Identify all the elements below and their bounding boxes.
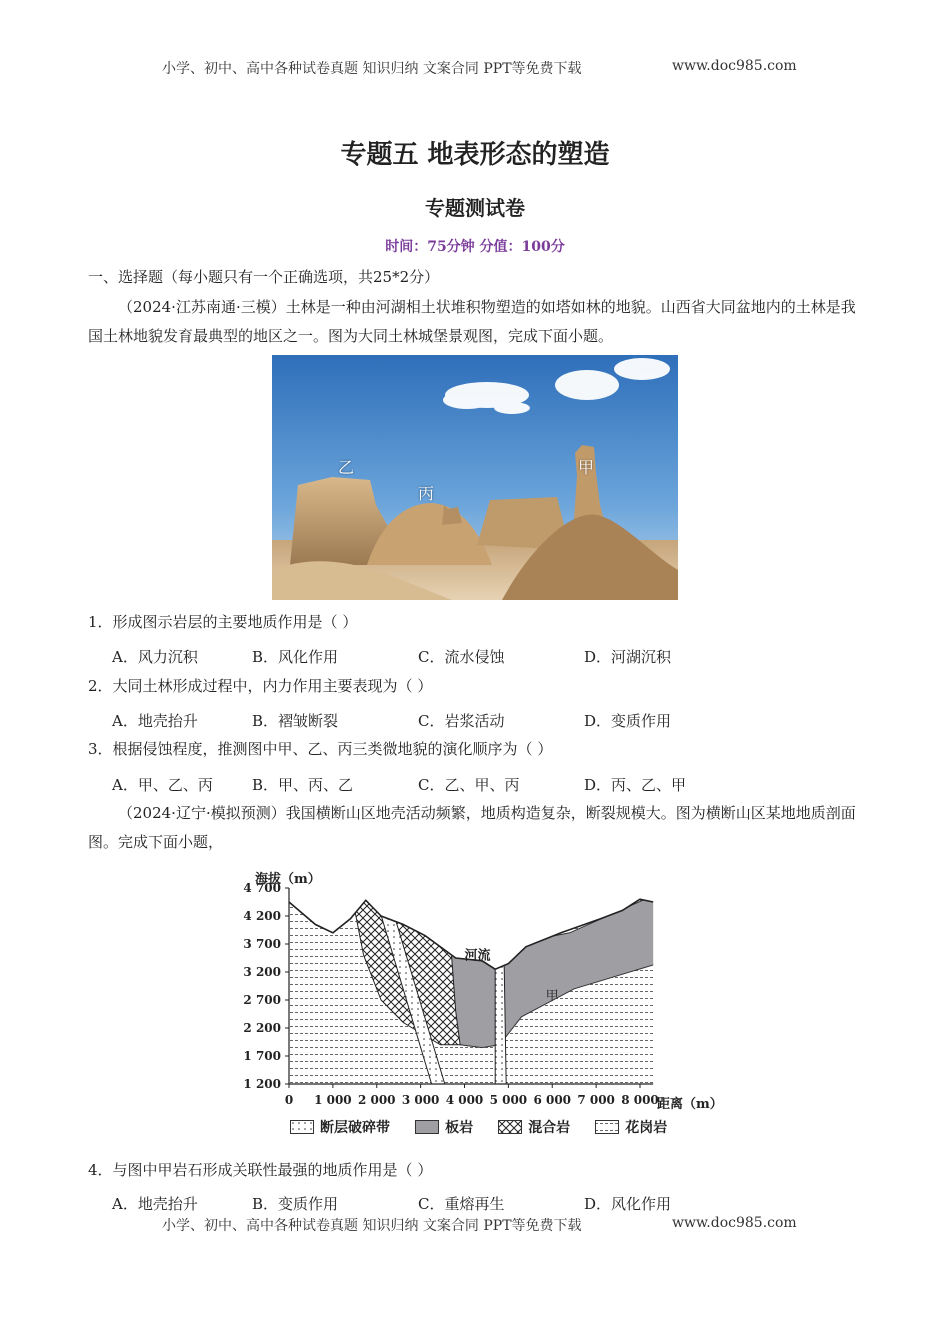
y-axis-title: 海拔（m） (255, 872, 321, 887)
fault-zone-2 (495, 955, 506, 1084)
passage-1: （2024·江苏南通·三模）土林是一种由河湖相土状堆积物塑造的如塔如林的地貌。山西省大同盆地内的土林是我国土林地貌发育最典型的地区之一。图为大同土林城堡景观图，完成下面小题。 (88, 298, 856, 345)
header-banner (162, 58, 582, 78)
footer-banner-url[interactable]: www.doc985.com (672, 1215, 797, 1231)
legend-label-fault: 断层破碎带 (320, 1120, 390, 1136)
photo-label-yi: 乙 (338, 458, 355, 477)
y-tick-label: 4 200 (243, 909, 281, 923)
y-ticks (243, 881, 289, 1091)
x-tick-label: 3 000 (401, 1093, 440, 1107)
q2-option-d[interactable]: D．变质作用 (584, 712, 672, 730)
q1-option-a[interactable]: A．风力沉积 (112, 648, 198, 666)
photo-label-jia: 甲 (578, 458, 595, 477)
page-title: 专题五 地表形态的塑造 (340, 140, 610, 170)
legend-swatch-granite (595, 1120, 619, 1134)
q2-option-a[interactable]: A．地壳抬升 (112, 712, 198, 730)
legend-label-granite: 花岗岩 (625, 1120, 668, 1136)
y-tick-label: 2 200 (243, 1021, 281, 1035)
y-tick-label: 2 700 (243, 993, 281, 1007)
q1-option-b[interactable]: B．风化作用 (252, 648, 339, 666)
q4-option-b[interactable]: B．变质作用 (252, 1195, 339, 1213)
legend-swatch-fault (290, 1120, 314, 1134)
legend-item-migmatite (498, 1117, 570, 1137)
legend-swatch-slate (415, 1120, 439, 1134)
x-tick-label: 0 (284, 1093, 294, 1107)
legend (290, 1117, 687, 1138)
y-tick-label: 4 700 (243, 881, 281, 895)
exam-meta: 时间：75分钟 分值：100分 (385, 239, 565, 255)
x-axis-title: 距离（m） (657, 1097, 723, 1112)
question-2-stem: 2．大同土林形成过程中，内力作用主要表现为（ ） (88, 677, 433, 695)
q4-option-a[interactable]: A．地壳抬升 (112, 1195, 198, 1213)
earth-forest-illustration (272, 355, 678, 600)
x-tick-label: 8 000 (621, 1093, 659, 1107)
x-tick-label: 7 000 (577, 1093, 615, 1107)
y-tick-label: 1 700 (243, 1049, 281, 1063)
photo-label-bing: 丙 (418, 484, 435, 503)
q3-option-a[interactable]: A．甲、乙、丙 (112, 776, 213, 794)
q3-option-c[interactable]: C．乙、甲、丙 (418, 776, 520, 794)
q1-option-d[interactable]: D．河湖沉积 (584, 648, 672, 666)
page-subtitle: 专题测试卷 (425, 196, 525, 220)
q1-option-c[interactable]: C．流水侵蚀 (418, 648, 505, 666)
x-tick-label: 2 000 (357, 1093, 396, 1107)
x-tick-label: 6 000 (533, 1093, 572, 1107)
legend-item-fault (290, 1117, 390, 1137)
legend-label-migmatite: 混合岩 (528, 1120, 571, 1136)
y-tick-label: 1 200 (243, 1077, 281, 1091)
x-tick-label: 4 000 (445, 1093, 484, 1107)
earth-forest-photo (272, 355, 678, 600)
footer-banner-text: 小学、初中、高中各种试卷真题 知识归纳 文案合同 PPT等免费下载 (162, 1218, 582, 1234)
q3-option-b[interactable]: B．甲、丙、乙 (252, 776, 354, 794)
question-4-stem: 4．与图中甲岩石形成关联性最强的地质作用是（ ） (88, 1161, 433, 1179)
rock-jia-label: 甲 (545, 989, 559, 1004)
q2-option-c[interactable]: C．岩浆活动 (418, 712, 505, 730)
section-heading: 一、选择题（每小题只有一个正确选项，共25*2分） (88, 268, 440, 286)
q2-option-b[interactable]: B．褶皱断裂 (252, 712, 339, 730)
footer-banner (162, 1215, 582, 1235)
q4-option-d[interactable]: D．风化作用 (584, 1195, 672, 1213)
question-3-stem: 3．根据侵蚀程度，推测图中甲、乙、丙三类微地貌的演化顺序为（ ） (88, 740, 553, 758)
header-banner-text: 小学、初中、高中各种试卷真题 知识归纳 文案合同 PPT等免费下载 (162, 61, 582, 77)
legend-swatch-migmatite (498, 1120, 522, 1134)
river-label: 河流 (464, 948, 491, 964)
legend-item-granite (595, 1117, 667, 1137)
header-banner-url[interactable]: www.doc985.com (672, 58, 797, 74)
y-tick-label: 3 200 (243, 965, 281, 979)
q3-option-d[interactable]: D．丙、乙、甲 (584, 776, 687, 794)
legend-item-slate (415, 1117, 473, 1137)
cross-section-figure (235, 862, 725, 1152)
rock-layers (289, 878, 658, 1084)
legend-label-slate: 板岩 (445, 1120, 474, 1136)
x-tick-label: 1 000 (314, 1093, 352, 1107)
q4-option-c[interactable]: C．重熔再生 (418, 1195, 505, 1213)
y-tick-label: 3 700 (243, 937, 281, 951)
x-tick-label: 5 000 (489, 1093, 528, 1107)
question-1-stem: 1．形成图示岩层的主要地质作用是（ ） (88, 613, 358, 631)
cross-section-chart (235, 862, 725, 1152)
x-ticks (285, 1084, 659, 1107)
passage-2: （2024·辽宁·模拟预测）我国横断山区地壳活动频繁，地质构造复杂，断裂规模大。图为横断山区某地地质剖面图。完成下面小题， (88, 804, 856, 851)
